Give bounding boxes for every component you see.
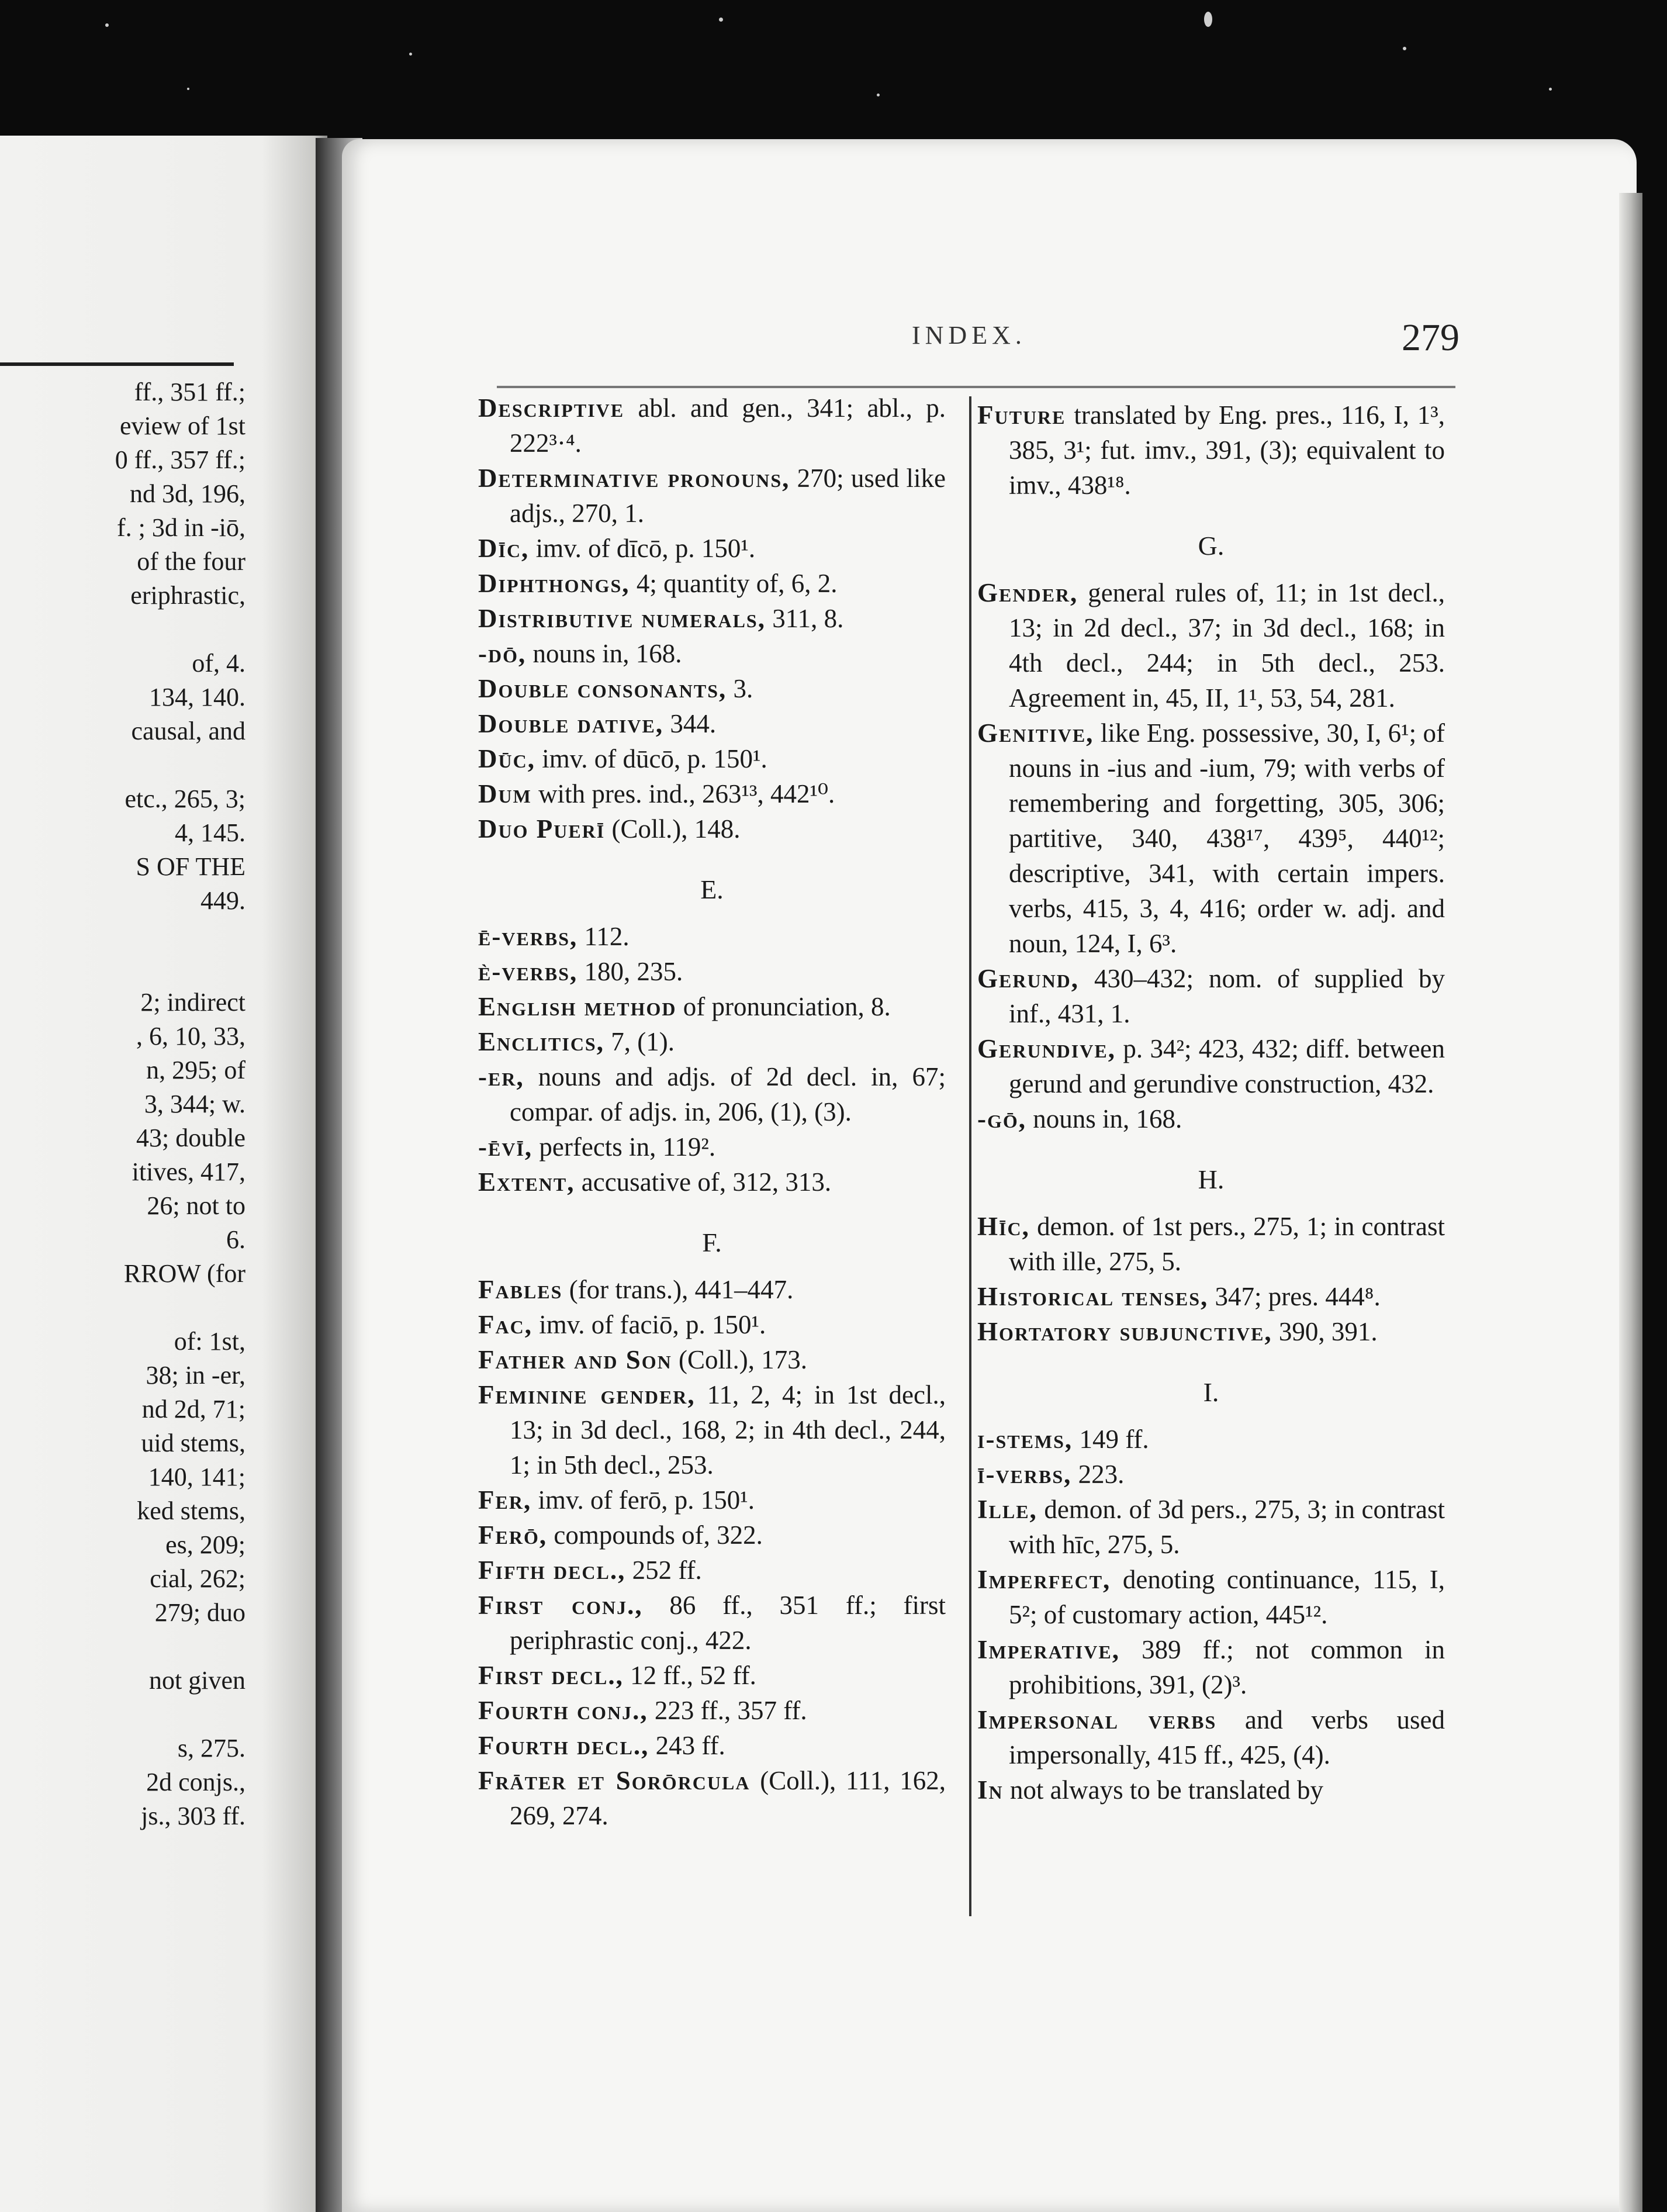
left-page-line: causal, and [131,717,245,745]
index-entry-references: accusative of, 312, 313. [581,1167,832,1197]
page-number: 279 [1402,316,1460,359]
index-entry [977,1772,1445,1807]
index-entry-heading: Father and Son [478,1345,672,1374]
index-entry [478,636,946,671]
left-page-fragment [0,136,327,2212]
index-entry-heading: -gō, [977,1104,1027,1133]
index-entry [977,961,1445,1031]
index-entry-heading: Dūc, [478,744,535,773]
index-entry [478,1059,946,1129]
index-entry-references: demon. of 1st pers., 275, 1; in contrast with ille, 275, 5. [1009,1212,1445,1276]
index-entry-references: p. 34²; 423, 432; diff. between gerund and gerundive construction, 432. [1009,1034,1445,1098]
index-entry-heading: Historical tenses, [977,1282,1209,1311]
index-column-right [977,398,1445,1807]
index-entry-references: 347; pres. 444⁸. [1215,1282,1381,1311]
index-entry-heading: Fer, [478,1485,532,1515]
index-entry [478,706,946,741]
index-entry-references: compounds of, 322. [554,1520,763,1550]
left-page-line: n, 295; of [146,1056,245,1084]
index-entry [478,1658,946,1693]
index-entry-heading: Imperative, [977,1635,1120,1664]
index-entry-heading: -ēvī, [478,1132,533,1162]
index-entry-heading: Impersonal verbs [977,1705,1217,1734]
index-entry-heading: Gerundive, [977,1034,1116,1063]
index-entry-references: imv. of faciō, p. 150¹. [539,1310,766,1339]
index-entry [478,811,946,846]
left-page-line: 2d conjs., [146,1768,245,1796]
index-entry [977,1422,1445,1457]
dust-speck [105,23,109,27]
left-page-line: etc., 265, 3; [124,784,245,813]
index-entry-references: 389 ff.; not common in prohibitions, 391, (2)³. [1009,1635,1445,1699]
index-entry-references: perfects in, 119². [539,1132,716,1162]
left-page-line: cial, 262; [150,1564,245,1593]
index-entry-references: 112. [584,922,630,951]
index-entry-heading: Extent, [478,1167,575,1197]
index-entry-heading: Double dative, [478,709,664,738]
index-entry-heading: In [977,1775,1004,1805]
index-entry-references: imv. of ferō, p. 150¹. [538,1485,755,1515]
column-divider [969,396,971,1916]
left-page-line: S OF THE [136,852,245,881]
running-head-title: INDEX. [912,321,1026,350]
index-entry-references: (Coll.), 111, 162, 269, 274. [510,1766,946,1830]
index-entry [977,1101,1445,1136]
index-entry [478,1553,946,1588]
index-entry-references: demon. of 3d pers., 275, 3; in contrast with hīc, 275, 5. [1009,1495,1445,1559]
dust-speck [187,88,189,90]
left-page-line: 4, 145. [175,818,245,847]
index-entry-heading: Gerund, [977,964,1080,993]
left-page-rule [0,362,234,366]
index-entry-heading: Fac, [478,1310,532,1339]
index-entry [977,398,1445,503]
left-page-line: nd 3d, 196, [130,479,245,508]
index-entry-heading: Duo Puerī [478,814,606,844]
index-entry [478,1728,946,1763]
index-entry-heading: Future [977,400,1066,430]
left-page-line: 140, 141; [148,1463,245,1491]
left-page-line: itives, 417, [132,1157,245,1186]
index-entry-heading: Distributive numerals, [478,604,766,633]
left-page-line: ked stems, [137,1496,245,1525]
left-page-line: es, 209; [165,1530,245,1559]
index-entry-heading: -dō, [478,639,527,668]
index-entry-references: denoting continuance, 115, I, 5²; of customary action, 445¹². [1009,1565,1445,1629]
left-page-line: s, 275. [177,1734,245,1762]
index-entry [478,1164,946,1200]
index-entry-references: 7, (1). [611,1027,675,1056]
index-entry [478,1377,946,1482]
index-entry-heading: Diphthongs, [478,569,630,598]
index-entry-heading: Gender, [977,578,1078,607]
index-entry [478,1763,946,1833]
index-entry-references: with pres. ind., 263¹³, 442¹⁰. [538,779,835,808]
index-entry [977,1279,1445,1314]
dust-speck [1403,47,1406,50]
index-entry [977,716,1445,961]
index-entry-references: 430–432; nom. of supplied by inf., 431, 1. [1009,964,1445,1028]
index-entry-references: 344. [670,709,717,738]
left-page-line: not given [149,1666,245,1695]
index-entry-heading: Dīc, [478,534,530,563]
index-entry-references: abl. and gen., 341; abl., p. 222³·⁴. [510,393,946,458]
index-entry [478,1518,946,1553]
index-entry [478,1272,946,1307]
left-page-line: 279; duo [154,1598,245,1627]
index-entry [478,390,946,461]
left-page-line: js., 303 ff. [141,1802,245,1830]
index-entry-references: 4; quantity of, 6, 2. [636,569,838,598]
index-entry [977,1492,1445,1562]
section-letter: I. [1203,1377,1219,1407]
index-entry-heading: Double consonants, [478,674,727,703]
section-letter: E. [700,875,724,904]
index-entry [478,1482,946,1518]
left-page-line: RROW (for [123,1259,245,1288]
index-entry [478,601,946,636]
index-entry-heading: ī-verbs, [977,1460,1072,1489]
index-entry-heading: è-verbs, [478,957,578,986]
left-page-line: of the four [137,547,245,576]
index-entry-heading: Determinative pronouns, [478,464,790,493]
index-entry-heading: First conj., [478,1591,643,1620]
index-entry-references: of pronunciation, 8. [683,992,891,1021]
index-entry [478,989,946,1024]
section-letter: H. [1198,1164,1225,1194]
index-entry [478,1307,946,1342]
index-entry [478,671,946,706]
left-page-line: , 6, 10, 33, [136,1022,245,1050]
index-entry-references: 252 ff. [632,1556,702,1585]
left-page-line: 134, 140. [149,683,245,711]
index-entry-references: 149 ff. [1079,1425,1149,1454]
left-page-line: 3, 344; w. [144,1090,245,1118]
index-entry-references: and verbs used impersonally, 415 ff., 425, (4). [1009,1705,1445,1769]
index-entry [478,1024,946,1059]
index-entry-heading: Feminine gender, [478,1380,696,1409]
index-entry [977,575,1445,716]
left-page-line: 0 ff., 357 ff.; [115,445,245,474]
index-entry [478,1342,946,1377]
index-entry [478,1129,946,1164]
index-entry [478,461,946,531]
left-page-line: eriphrastic, [130,581,245,610]
index-entry-heading: Ferō, [478,1520,548,1550]
index-entry-references: 311, 8. [772,604,844,633]
index-entry-heading: Fourth decl., [478,1731,649,1760]
index-entry-heading: Enclitics, [478,1027,604,1056]
index-entry [478,741,946,776]
index-entry-references: 11, 2, 4; in 1st decl., 13; in 3d decl., 168, 2; in 4th decl., 244, 1; in 5th decl., 253. [510,1380,946,1480]
dust-speck [1549,88,1552,91]
index-entry-references: 12 ff., 52 ff. [630,1661,756,1690]
page-edge [1619,193,1642,2212]
left-page-line: ff., 351 ff.; [134,378,245,406]
index-entry-references: nouns in, 168. [532,639,682,668]
index-entry [977,1314,1445,1349]
dust-speck [409,53,412,56]
index-entry-heading: -er, [478,1062,524,1091]
index-entry [478,566,946,601]
index-entry-heading: Hīc, [977,1212,1030,1241]
section-letter: G. [1198,531,1225,561]
index-entry-heading: Fifth decl., [478,1556,626,1585]
index-column-left [478,390,946,1833]
left-page-line: f. ; 3d in -iō, [117,513,245,542]
index-entry [478,1588,946,1658]
index-entry-references: not always to be translated by [1009,1775,1323,1805]
index-entry [977,1457,1445,1492]
header-rule [497,386,1455,388]
section-letter: F. [702,1228,722,1257]
index-entry [478,531,946,566]
index-entry-heading: Genitive, [977,718,1094,748]
index-entry-heading: Frāter et Sorōrcula [478,1766,751,1795]
dust-speck [1204,12,1212,27]
index-entry-references: imv. of dīcō, p. 150¹. [535,534,756,563]
index-entry-references: 86 ff., 351 ff.; first periphrastic conj., 422. [510,1591,946,1655]
index-entry-heading: Fourth conj., [478,1696,648,1725]
index-entry-heading: Hortatory subjunctive, [977,1317,1272,1346]
left-page-line: 2; indirect [140,988,245,1017]
left-page-line: 6. [226,1225,245,1254]
index-entry [977,1562,1445,1632]
index-entry-heading: Descriptive [478,393,625,423]
index-entry-heading: Dum [478,779,532,808]
dust-speck [877,94,880,96]
index-entry-references: imv. of dūcō, p. 150¹. [542,744,767,773]
left-page-line: 38; in -er, [146,1361,245,1390]
index-entry-references: 180, 235. [584,957,683,986]
index-entry-references: 390, 391. [1278,1317,1378,1346]
index-entry-references: 243 ff. [655,1731,725,1760]
index-entry-references: nouns in, 168. [1033,1104,1182,1133]
index-entry [977,1702,1445,1772]
left-page-line: nd 2d, 71; [141,1395,245,1423]
dust-speck [719,18,723,22]
left-page-line: 26; not to [147,1191,245,1220]
index-entry-references: (Coll.), 148. [611,814,741,844]
index-entry-references: 223. [1078,1460,1125,1489]
index-entry [478,1693,946,1728]
index-entry-references: like Eng. possessive, 30, I, 6¹; of nouns in -ius and -ium, 79; with verbs of remembering and forgetting, 305, 306; partitive, 340, 438¹⁷, 439⁵, 440¹²; descriptive, 341, with certain impers. verbs, 415, 3, 4, 416; order w. adj. and noun, 124, I, 6³. [1009,718,1445,958]
left-page-line: 43; double [136,1124,245,1152]
index-entry-references: 270; used like adjs., 270, 1. [510,464,946,528]
index-entry-heading: Imperfect, [977,1565,1111,1594]
index-entry-heading: Fables [478,1275,563,1304]
index-entry-references: translated by Eng. pres., 116, I, 1³, 385, 3¹; fut. imv., 391, (3); equivalent to imv., 438¹⁸. [1009,400,1445,500]
index-entry [977,1031,1445,1101]
index-entry-references: nouns and adjs. of 2d decl. in, 67; compar. of adjs. in, 206, (1), (3). [510,1062,946,1126]
index-entry [977,1209,1445,1279]
index-entry [478,954,946,989]
left-page-line: eview of 1st [119,412,245,440]
index-entry-heading: ē-verbs, [478,922,578,951]
index-entry-heading: i-stems, [977,1425,1073,1454]
index-entry-heading: First decl., [478,1661,624,1690]
index-entry-references: general rules of, 11; in 1st decl., 13; in 2d decl., 37; in 3d decl., 168; in 4th decl., 244; in 5th decl., 253. Agreement in, 45, II, 1¹, 53, 54, 281. [1009,578,1445,713]
index-entry-heading: Ille, [977,1495,1037,1524]
left-page-line: 449. [200,886,245,915]
left-page-line: of, 4. [192,649,245,678]
index-entry-references: 223 ff., 357 ff. [654,1696,807,1725]
index-entry-heading: English method [478,992,677,1021]
left-page-line: of: 1st, [174,1327,245,1356]
index-entry-references: (for trans.), 441–447. [569,1275,794,1304]
index-entry [977,1632,1445,1702]
index-entry-references: (Coll.), 173. [679,1345,808,1374]
index-entry [478,919,946,954]
index-entry [478,776,946,811]
index-entry-references: 3. [733,674,753,703]
left-page-line: uid stems, [141,1429,245,1457]
